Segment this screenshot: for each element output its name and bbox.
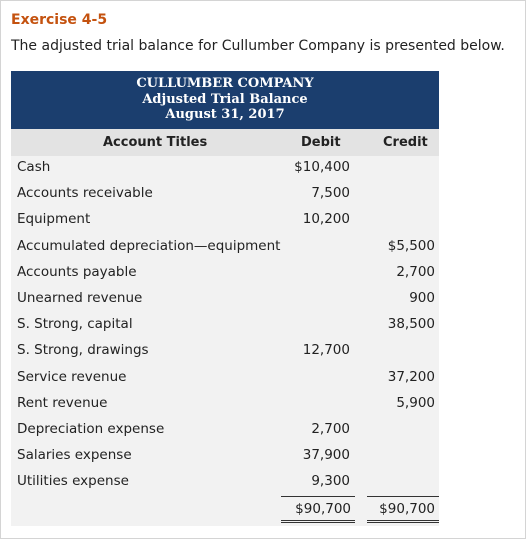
debit-amount: 2,700 [311,420,350,437]
column-headers [11,129,439,156]
debit-amount: 12,700 [302,342,350,359]
account-title: Accounts payable [17,263,137,280]
trial-balance-table [11,71,439,526]
total-credit: $90,700 [379,501,435,517]
table-row [11,444,439,470]
statement-header [11,71,439,129]
exercise-intro: The adjusted trial balance for Cullumber Company is presented below. [11,38,505,54]
debit-amount: $10,400 [294,159,350,175]
table-row [11,418,439,444]
table-body [11,156,439,496]
credit-amount: 38,500 [387,316,435,333]
credit-amount: 37,200 [387,368,435,385]
debit-amount: 7,500 [311,185,350,202]
col-header-credit: Credit [383,135,428,150]
table-row [11,339,439,365]
account-title: Cash [17,159,51,175]
account-title: Accounts receivable [17,185,153,202]
table-row [11,156,439,182]
total-debit: $90,700 [295,501,351,517]
account-title: Unearned revenue [17,289,143,306]
credit-amount: 5,900 [396,394,435,411]
statement-date: August 31, 2017 [165,107,285,122]
account-title: Equipment [17,211,91,228]
account-title: Utilities expense [17,473,129,490]
credit-amount: 2,700 [396,263,435,280]
table-row [11,313,439,339]
account-title: Salaries expense [17,447,132,464]
account-title: Rent revenue [17,394,108,411]
statement-name: Adjusted Trial Balance [142,91,308,107]
debit-amount: 9,300 [311,473,350,490]
account-title: S. Strong, capital [17,316,133,333]
table-row [11,235,439,261]
debit-amount: 37,900 [302,447,350,464]
account-title: Accumulated depreciation—equipment [17,237,281,254]
table-row [11,261,439,287]
col-header-account: Account Titles [103,135,208,150]
table-row [11,470,439,496]
total-credit-cell [367,496,439,523]
table-row [11,366,439,392]
table-row [11,392,439,418]
table-row [11,182,439,208]
credit-amount: $5,500 [387,237,435,254]
account-title: Service revenue [17,368,127,385]
table-row [11,208,439,234]
debit-amount: 10,200 [302,211,350,228]
table-row [11,287,439,313]
company-name: CULLUMBER COMPANY [136,76,314,91]
exercise-title: Exercise 4-5 [11,12,108,28]
account-title: Depreciation expense [17,420,165,437]
credit-amount: 900 [409,289,435,306]
account-title: S. Strong, drawings [17,342,149,359]
total-debit-cell [281,496,355,523]
col-header-debit: Debit [301,135,341,150]
